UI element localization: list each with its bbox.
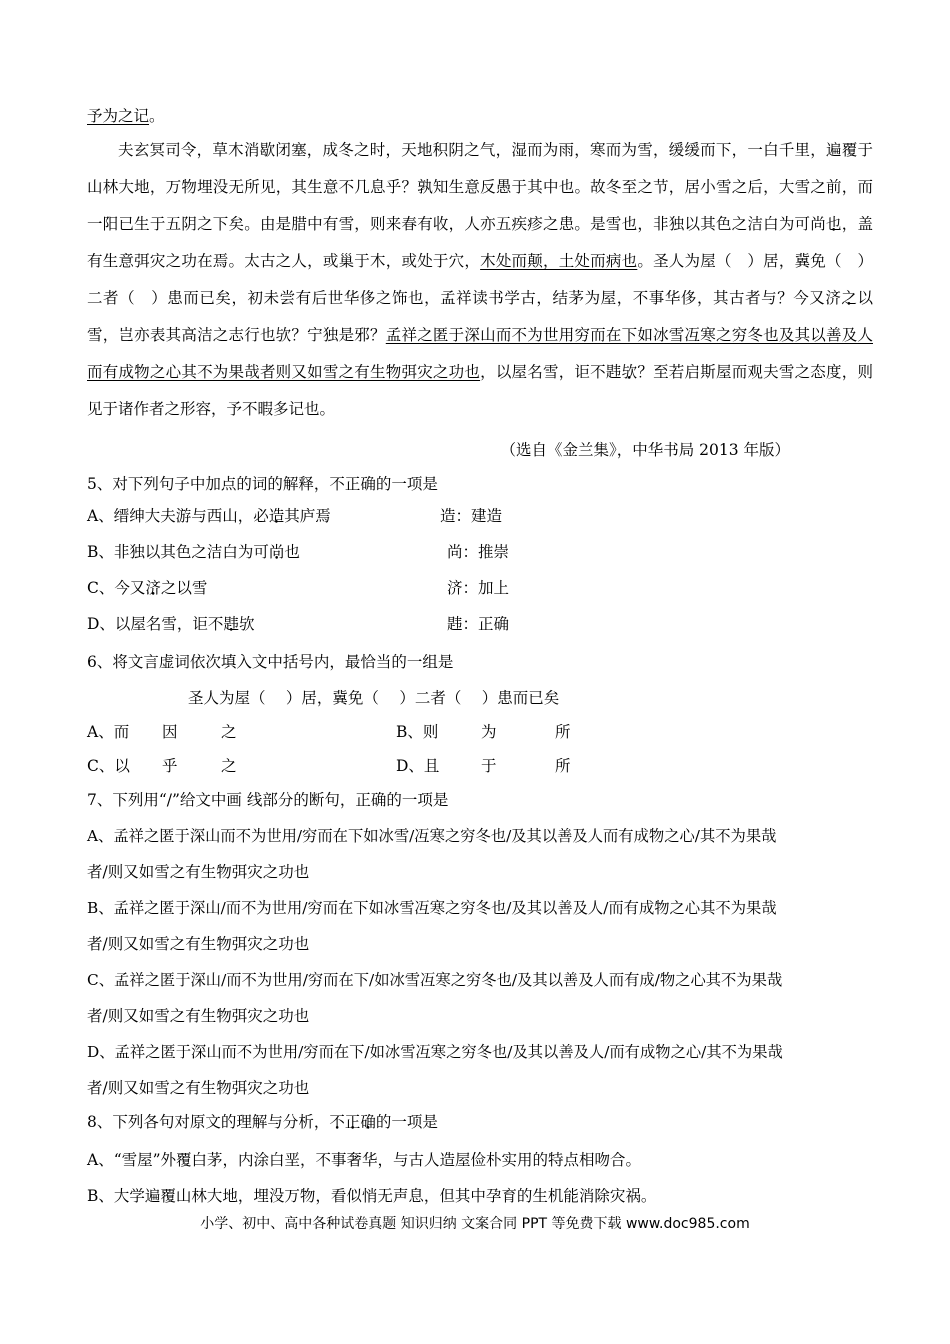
underlined-sentence: 孟祥之匿于深山而不为世用穷而在下如冰雪冱寒之穷冬也及其以善及人而有成物之心其不为果哉者则又如雪之有生物弭灾之功也 [87,326,873,381]
q6-option-a: A、而 [87,723,130,741]
q5-option-c-explanation: 济：加上 [447,579,510,597]
source-citation: （选自《金兰集》，中华书局 2013 年版） [500,441,790,459]
q5-option-c: C、今又济之以雪 [87,579,208,597]
footer-watermark: 小学、初中、高中各种试卷真题 知识归纳 文案合同 PPT 等免费下载 www.doc985.com [200,1216,750,1232]
passage-paragraph: 夫玄冥司令，草木消歇闭塞，成冬之时，天地积阴之气，湿而为雨，寒而为雪，缓缓而下，一白千里，遍覆于山林大地，万物埋没无所见，其生意不几息乎？孰知生意反愚于其中也。故冬至之节，居小雪之后，大雪之前，而一阳已生于五阴之下矣。由是腊中有雪，则来春有收，人亦五疾疹之患。是雪也，非独以其色之洁白为可尚也，盖有生意弭灾之功在焉。太古之人，或巢于木，或处于穴，木处而颠，土处而病也。圣人为屋（ ）居，冀免（ ）二者（ ）患而已矣，初未尝有后世华侈之饰也，孟祥读书学古，结茅为屋，不事华侈，其古者与？今又济之以雪，岂亦表其高洁之志行也欤？宁独是邪？孟祥之匿于深山而不为世用穷而在下如冰雪冱寒之穷冬也及其以善及人而有成物之心其不为果哉者则又如雪之有生物弭灾之功也，以屋名雪，讵不韪欤？至若启斯屋而观夫雪之态度，则见于诸作者之形容，予不暇多记也。 [87,141,873,418]
passage-intro-line: 予为之记。 [87,107,165,125]
q5-option-a: A、缙绅大夫游与西山，必造其庐焉 [87,507,331,525]
q7-option-d: D、孟祥之匿于深山而不为世用/穷而在下/如冰雪冱寒之穷冬也/及其以善及人/而有成物之心/其不为果哉 [87,1043,783,1061]
document-page: 予为之记。 夫玄冥司令，草木消歇闭塞，成冬之时，天地积阴之气，湿而为雨，寒而为雪，缓缓而下，一白千里，遍覆于山林大地，万物埋没无所见，其生意不几息乎？孰知生意反愚于其中也。故冬至之节，居小雪之后，大雪之前，而一阳已生于五阴之下矣。由是腊中有雪，则来春有收，人亦五疾疹之患。是雪也，非独以其色之洁白为可尚也，盖有生意弭灾之功在焉。太古之人，或巢于木，或处于穴，木处而颠，土处而病也。圣人为屋（ ）居，冀免（ ）二者（ ）患而已矣，初未尝有后世华侈之饰也，孟祥读书学古，结茅为屋，不事华侈，其古者与？今又济之以雪，岂亦表其高洁之志行也欤？宁独是邪？孟祥之匿于深山而不为世用穷而在下如冰雪冱寒之穷冬也及其以善及人而有成物之心其不为果哉者则又如雪之有生物弭灾之功也，以屋名雪，讵不韪欤？至若启斯屋而观夫雪之态度，则见于诸作者之形容，予不暇多记也。 （选自《金兰集》，中华书局 2013 年版） 5、对下列句子中加点的词的解释，不正确的一项是 A、缙绅大夫游与西山，必造其庐焉 造：建造 B、非独以其色之洁白为可尚也 尚：推崇 C、今又济之以雪 济：加上 D、以屋名雪，讵不韪欤 韪：正确 6、将文言虚词依次填入文中括号内，最恰当的一组是 圣人为屋（ ）居，冀免（ ）二者（ ）患而已矣 A、而 因 之 B、则 为 所 C、以 乎 之 D、且 于 所 7、下列用“/”给文中画 线部分的断句，正确的一项是 A、孟祥之匿于深山而不为世用/穷而在下如冰雪/冱寒之穷冬也/及其以善及人而有成物之心/其不为果哉 者/则又如雪之有生物弭灾之功也 B、孟祥之匿于深山/而不为世用/穷而在下如冰雪冱寒之穷冬也/及其以善及人/而有成物之心其不为果哉 者/则又如雪之有生物弭灾之功也 C、孟祥之匿于深山/而不为世用/穷而在下/如冰雪冱寒之穷冬也/及其以善及人而有成/物之心其不为果哉 者/则又如雪之有生物弭灾之功也 D、孟祥之匿于深山而不为世用/穷而在下/如冰雪冱寒之穷冬也/及其以善及人/而有成物之心/其不为果哉 者/则又如雪之有生物弭灾之功也 8、下列各句对原文的理解与分析，不正确的一项是 A、“雪屋”外覆白茅，内涂白垩，不事奢华，与古人造屋俭朴实用的特点相吻合。 B、大学遍覆山林大地，埋没万物，看似悄无声息，但其中孕育的生机能消除灾祸。 小学、初中、高中各种试卷真题 知识归纳 文案合同 PPT 等免费下载 www.doc985.com [0,0,950,1344]
q7-option-c: C、孟祥之匿于深山/而不为世用/穷而在下/如冰雪冱寒之穷冬也/及其以善及人而有成/物之心其不为果哉 [87,971,783,989]
q5-option-b-explanation: 尚：推崇 [447,543,510,561]
underlined-phrase: 予为之记 [87,107,150,125]
underlined-phrase: 木处而颠，土处而病也 [480,252,638,270]
q6-option-d: D、且 [396,757,440,775]
q7-stem: 7、下列用“/”给文中画 线部分的断句，正确的一项是 [87,791,449,809]
q6-stem: 6、将文言虚词依次填入文中括号内，最恰当的一组是 [87,653,454,671]
q5-option-b: B、非独以其色之洁白为可尚也 [87,543,300,561]
q5-option-a-explanation: 造：建造 [440,507,503,525]
q5-option-d-explanation: 韪：正确 [447,615,510,633]
q8-option-b: B、大学遍覆山林大地，埋没万物，看似悄无声息，但其中孕育的生机能消除灾祸。 [87,1187,657,1205]
q8-option-a: A、“雪屋”外覆白茅，内涂白垩，不事奢华，与古人造屋俭朴实用的特点相吻合。 [87,1151,642,1169]
q5-option-d: D、以屋名雪，讵不韪欤 [87,615,255,633]
dotted-char: 尚 [810,215,827,233]
q7-option-a: A、孟祥之匿于深山而不为世用/穷而在下如冰雪/冱寒之穷冬也/及其以善及人而有成物之心/其不为果哉 [87,827,777,845]
q6-option-b: B、则 [396,723,439,741]
q8-stem: 8、下列各句对原文的理解与分析，不正确的一项是 [87,1113,438,1131]
q6-option-c: C、以 [87,757,130,775]
dotted-char: 韪 [605,363,622,381]
q7-option-b: B、孟祥之匿于深山/而不为世用/穷而在下如冰雪冱寒之穷冬也/及其以善及人/而有成物之心其不为果哉 [87,899,777,917]
dotted-char: 济 [825,289,842,307]
q5-stem: 5、对下列句子中加点的词的解释，不正确的一项是 [87,475,438,493]
q6-sentence: 圣人为屋（ ）居，冀免（ ）二者（ ）患而已矣 [188,689,560,707]
